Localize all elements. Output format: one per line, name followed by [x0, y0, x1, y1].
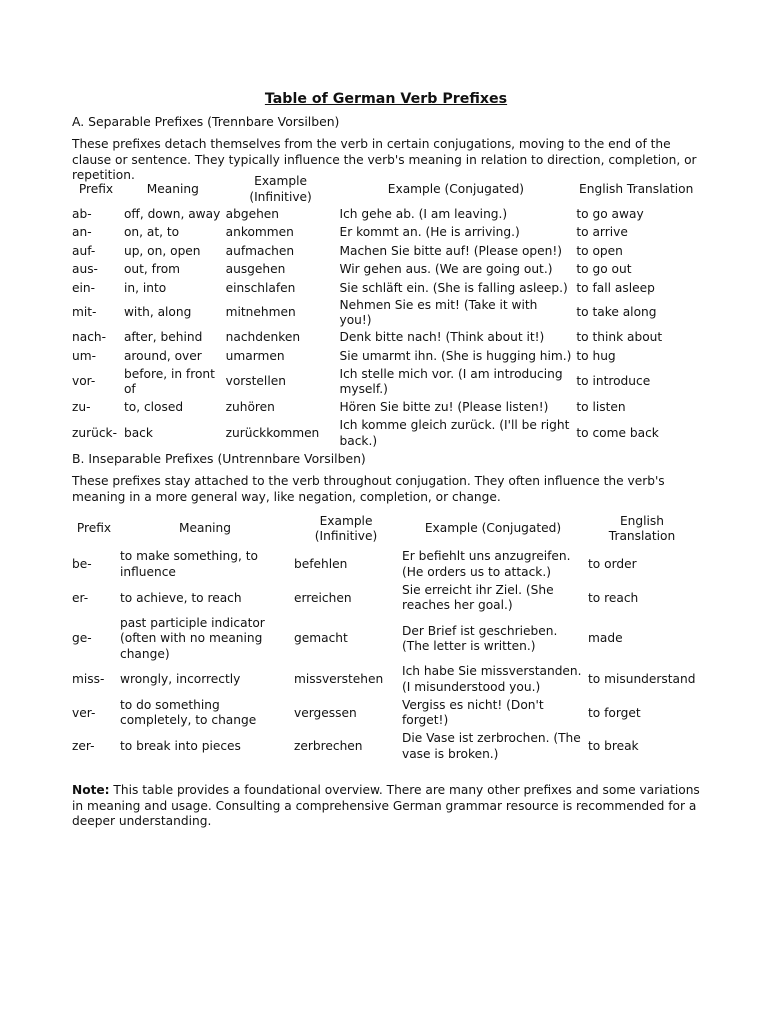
table-cell: Ich habe Sie missverstanden. (I misunderstood you.) [402, 664, 582, 694]
column-header: Prefix [78, 181, 114, 196]
table-cell: gemacht [294, 631, 348, 646]
table-cell: with, along [123, 305, 192, 320]
table-cell: befehlen [294, 557, 348, 571]
table-cell: before, in front of [123, 366, 215, 396]
table-cell: Sie umarmt ihn. (She is hugging him.) [339, 348, 572, 363]
table-cell: er- [72, 590, 89, 605]
section-a-description: These prefixes detach themselves from the verb in certain conjugations, moving to the end of the clause or sentence. They typically influence the verb's meaning in relation to direction, completion, or repetition. [72, 137, 697, 182]
table-cell: erreichen [294, 590, 352, 605]
table-cell: vorstellen [225, 374, 286, 389]
column-header: Meaning [146, 181, 199, 196]
column-header: Example (Infinitive) [314, 513, 378, 543]
table-cell: aus- [72, 262, 98, 276]
table-row [70, 730, 698, 764]
footnote [72, 783, 700, 830]
table-cell: after, behind [123, 330, 203, 344]
table-row [70, 582, 698, 616]
table-cell: mitnehmen [225, 305, 296, 320]
table-cell: ankommen [225, 225, 294, 239]
column-header: Prefix [76, 521, 112, 536]
table-cell: on, at, to [123, 225, 180, 239]
table-row [70, 347, 698, 366]
table-cell: Sie erreicht ihr Ziel. (She reaches her goal.) [402, 582, 554, 613]
note-label: Note: [72, 783, 110, 797]
table-cell: zuhören [225, 400, 275, 414]
table-cell: Ich gehe ab. (I am leaving.) [339, 206, 508, 221]
column-header: Meaning [178, 521, 232, 536]
table-cell: to open [576, 243, 623, 258]
table-cell: up, on, open [123, 243, 201, 258]
table-cell: back [123, 425, 153, 440]
table-cell: in, into [123, 280, 167, 295]
table-cell: zer- [72, 739, 95, 753]
table-cell: Der Brief ist geschrieben. (The letter is written.) [402, 623, 558, 653]
table-cell: to do something completely, to change [120, 697, 257, 728]
table-cell: to come back [576, 425, 659, 440]
note-text: This table provides a foundational overview. There are many other prefixes and some variations in meaning and usage. Consulting a comprehensive German grammar resource is recommended for a deeper understanding. [72, 783, 700, 828]
column-header: Example (Infinitive) [249, 174, 312, 204]
table-row [70, 366, 698, 399]
table-cell: auf- [72, 243, 96, 258]
section-b-heading: B. Inseparable Prefixes (Untrennbare Vorsilben) [72, 451, 366, 466]
table-cell: past participle indicator (often with no meaning change) [120, 615, 265, 661]
table-cell: to achieve, to reach [120, 590, 242, 605]
table-cell: Hören Sie bitte zu! (Please listen!) [339, 400, 549, 414]
column-header: Example (Conjugated) [387, 181, 525, 196]
table-cell: Ich stelle mich vor. (I am introducing myself.) [339, 366, 563, 396]
table-cell: to reach [588, 590, 639, 605]
table-cell: aufmachen [225, 243, 295, 258]
table-cell: missverstehen [294, 672, 384, 686]
table-cell: vor- [72, 374, 96, 389]
table-cell: to make something, to influence [120, 549, 258, 579]
table-cell: made [588, 631, 623, 646]
table-cell: to break into pieces [120, 739, 241, 753]
table-cell: to fall asleep [576, 280, 655, 295]
table-cell: to break [588, 739, 639, 753]
table-cell: ausgehen [225, 262, 286, 276]
table-cell: Die Vase ist zerbrochen. (The vase is broken.) [402, 731, 581, 761]
table-cell: zurück- [72, 425, 118, 440]
table-cell: Ich komme gleich zurück. (I'll be right back.) [339, 418, 570, 448]
inseparable-prefixes-table [70, 510, 698, 764]
section-a-heading: A. Separable Prefixes (Trennbare Vorsilben) [72, 114, 340, 129]
table-row [70, 615, 698, 663]
table-cell: to order [588, 557, 637, 571]
table-cell: to go away [576, 206, 644, 221]
section-b-description: These prefixes stay attached to the verb throughout conjugation. They often influence the verb's meaning in a more general way, like negation, completion, or change. [72, 474, 665, 504]
table-row [70, 663, 698, 697]
table-cell: Wir gehen aus. (We are going out.) [339, 262, 553, 276]
column-header: English Translation [608, 513, 676, 543]
table-row [70, 261, 698, 280]
table-row [70, 548, 698, 582]
table-row [70, 224, 698, 243]
table-row [70, 329, 698, 348]
table-cell: be- [72, 557, 92, 571]
table-cell: nachdenken [225, 330, 301, 344]
table-cell: around, over [123, 348, 202, 363]
table-cell: Vergiss es nicht! (Don't forget!) [402, 697, 544, 728]
table-cell: ein- [72, 280, 96, 295]
table-cell: vergessen [294, 705, 357, 720]
table-cell: to arrive [576, 225, 628, 239]
column-header: Example (Conjugated) [424, 521, 562, 536]
table-cell: Nehmen Sie es mit! (Take it with you!) [339, 297, 538, 327]
document-title: Table of German Verb Prefixes [264, 91, 508, 107]
table-cell: out, from [123, 262, 181, 276]
table-cell: zurückkommen [225, 425, 320, 440]
table-cell: zu- [72, 400, 91, 414]
table-cell: to take along [576, 305, 657, 320]
table-cell: zerbrechen [294, 739, 363, 753]
table-cell: um- [72, 348, 96, 363]
table-row [70, 205, 698, 224]
table-cell: Er kommt an. (He is arriving.) [339, 225, 520, 239]
table-row [70, 399, 698, 418]
table-cell: ab- [72, 206, 92, 221]
table-cell: Denk bitte nach! (Think about it!) [339, 330, 545, 344]
table-row [70, 417, 698, 450]
table-cell: abgehen [225, 206, 280, 221]
table-row [70, 279, 698, 298]
table-cell: off, down, away [123, 206, 221, 221]
table-cell: an- [72, 225, 92, 239]
table-cell: to think about [576, 330, 663, 344]
table-cell: to go out [576, 262, 632, 276]
table-header-row [70, 510, 698, 548]
table-cell: ge- [72, 631, 92, 646]
column-header: English Translation [579, 181, 694, 196]
table-row [70, 242, 698, 261]
table-cell: to hug [576, 348, 616, 363]
table-cell: to listen [576, 400, 626, 414]
table-row [70, 298, 698, 329]
table-row [70, 697, 698, 731]
table-cell: umarmen [225, 348, 285, 363]
table-cell: miss- [72, 672, 105, 686]
table-cell: ver- [72, 705, 96, 720]
table-cell: Machen Sie bitte auf! (Please open!) [339, 243, 563, 258]
table-cell: to misunderstand [588, 672, 696, 686]
table-cell: to introduce [576, 374, 651, 389]
table-header-row [70, 174, 698, 205]
table-cell: Sie schläft ein. (She is falling asleep.) [339, 280, 568, 295]
table-cell: to, closed [123, 400, 184, 414]
table-cell: mit- [72, 305, 97, 320]
separable-prefixes-table [70, 174, 698, 450]
table-cell: wrongly, incorrectly [120, 672, 241, 686]
table-cell: to forget [588, 705, 641, 720]
table-cell: Er befiehlt uns anzugreifen. (He orders us to attack.) [402, 549, 571, 579]
table-cell: nach- [72, 330, 107, 344]
table-cell: einschlafen [225, 280, 296, 295]
